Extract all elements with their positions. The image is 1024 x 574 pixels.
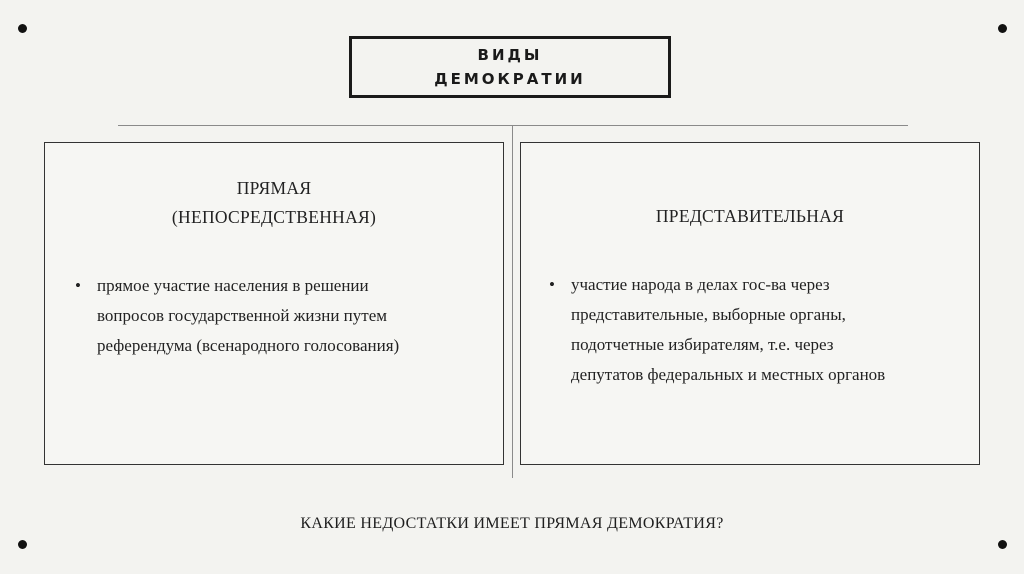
discussion-question: КАКИЕ НЕДОСТАТКИ ИМЕЕТ ПРЯМАЯ ДЕМОКРАТИЯ? [300, 515, 724, 532]
direct-democracy-title-line-2: (НЕПОСРЕДСТВЕННАЯ) [171, 207, 377, 227]
bullet-text-line: депутатов федеральных и местных органов [571, 365, 886, 384]
corner-dot-bottom-left [18, 540, 27, 549]
horizontal-divider [118, 125, 908, 126]
slide-title [349, 36, 671, 98]
direct-democracy-title [45, 174, 503, 232]
bullet-icon: • [549, 275, 555, 294]
representative-democracy-title-line-1: ПРЕДСТАВИТЕЛЬНАЯ [655, 206, 845, 226]
corner-dot-top-left [18, 24, 27, 33]
direct-democracy-bullet-list [75, 271, 503, 361]
corner-dot-bottom-right [998, 540, 1007, 549]
bullet-text-line: участие народа в делах гос-ва через [571, 275, 830, 294]
representative-democracy-title [521, 202, 979, 231]
bullet-text-line: представительные, выборные органы, [571, 305, 846, 324]
corner-dot-top-right [998, 24, 1007, 33]
direct-democracy-title-line-1: ПРЯМАЯ [236, 178, 312, 198]
bullet-text-line: подотчетные избирателям, т.е. через [571, 335, 834, 354]
vertical-divider [512, 126, 513, 478]
direct-democracy-card [44, 142, 504, 465]
bullet-text-line: вопросов государственной жизни путем [97, 306, 387, 325]
bullet-text-line: прямое участие населения в решении [97, 276, 369, 295]
representative-democracy-bullet [549, 270, 979, 390]
slide-title-line-1: ВИДЫ [477, 46, 543, 64]
representative-democracy-card [520, 142, 980, 465]
bullet-text-line: референдума (всенародного голосования) [97, 336, 400, 355]
slide-title-line-2: ДЕМОКРАТИИ [434, 70, 586, 88]
direct-democracy-bullet [75, 271, 503, 361]
representative-democracy-bullet-list [549, 270, 979, 390]
bullet-icon: • [75, 276, 81, 295]
